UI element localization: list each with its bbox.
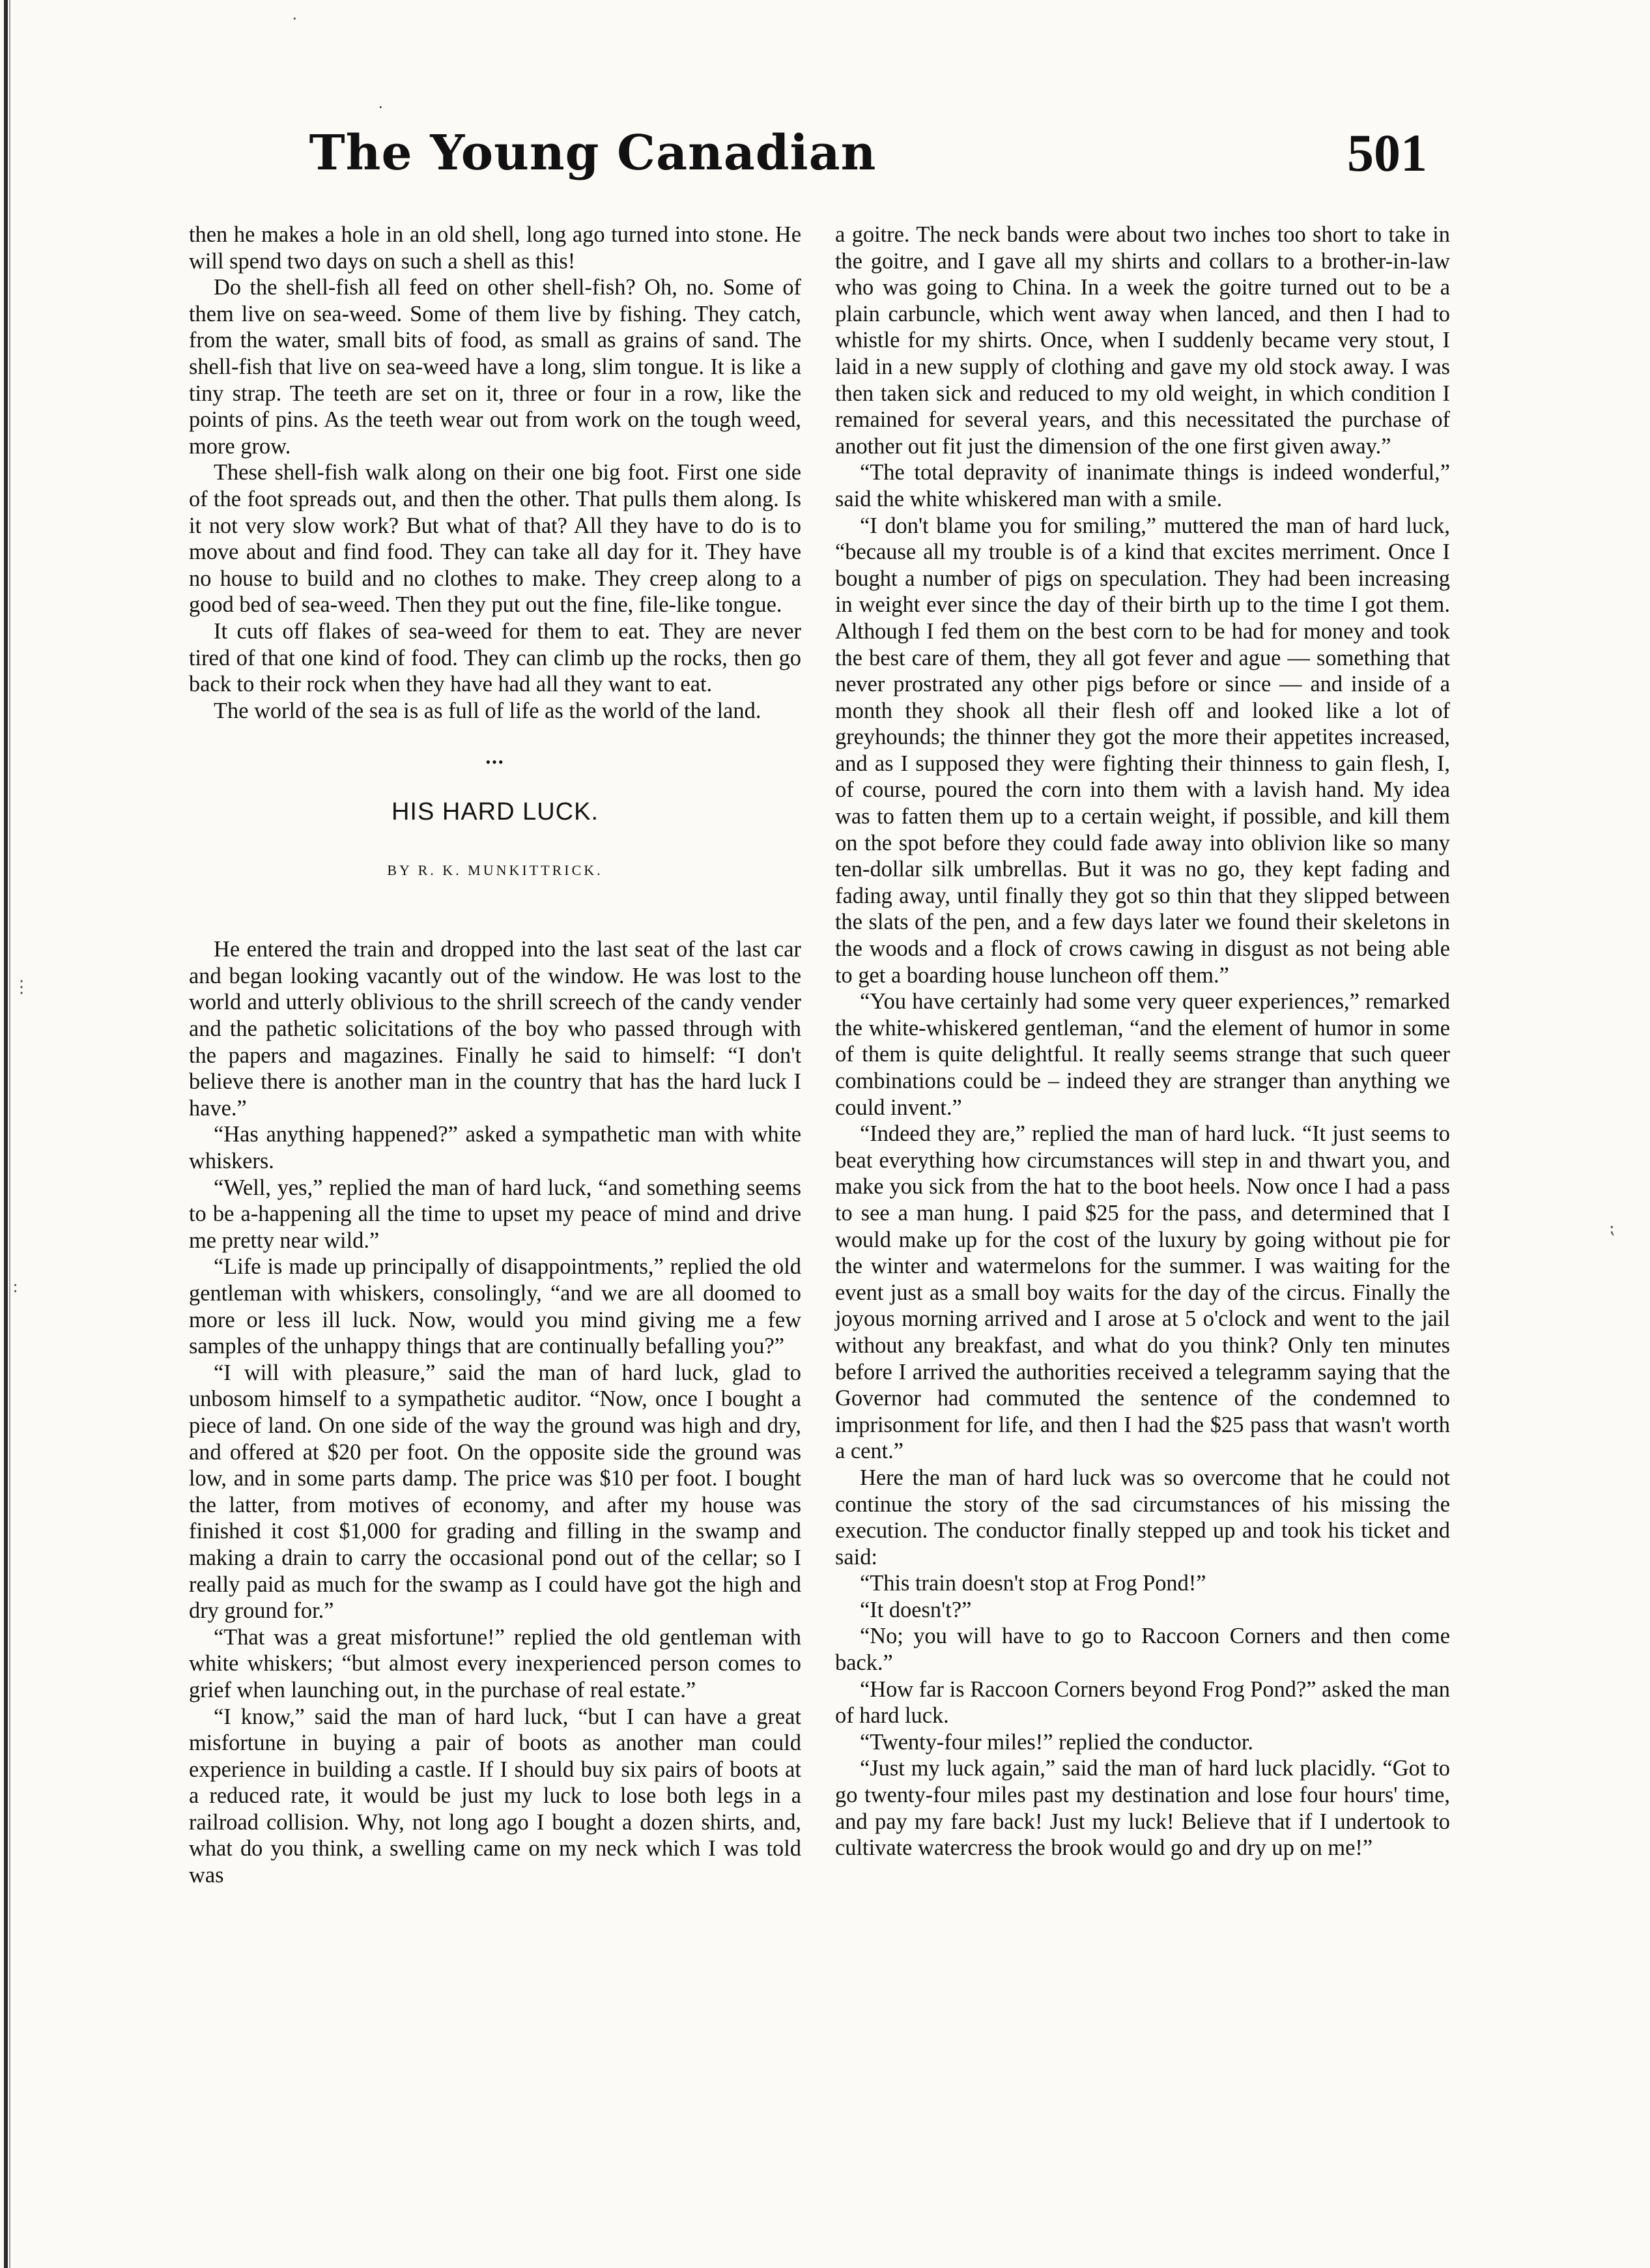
paragraph: The world of the sea is as full of life as the world of the land. [214,698,761,723]
margin-speck: · [292,9,298,28]
paragraph: He entered the train and dropped into the last seat of the last car and began looking vacantly out of the window. He was lost to the world and utterly oblivious to the shrill screech of the candy vender and the pathetic solicitations of the boy who passed through with the papers and magazines. Finally he said to himself: “I don't believe there is another man in the country that has the hard luck I have.” [189,937,801,1121]
paragraph: These shell-fish walk along on their one big foot. First one side of the foot spreads out, and then the other. That pulls them along. Is it not very slow work? But what of that? All they have to do is to move about and find food. They can take all day for it. They have no house to build and no clothes to make. They creep along to a good bed of sea-weed. Then they put out the fine, file-like tongue. [189,460,801,618]
margin-speck: · [378,98,384,117]
paragraph: “This train doesn't stop at Frog Pond!” [860,1571,1206,1596]
page-binding-edge [4,0,8,2268]
paragraph: Do the shell-fish all feed on other shell-fish? Oh, no. Some of them live on sea-weed. Some of them live by fishing. They catch, from the water, small bits of food, as small as grains of sand. The shell-fish that live on sea-weed have a long, slim tongue. It is like a tiny strap. The teeth are set on it, three or four in a row, like the points of pins. As the teeth wear out from work on the tough weed, more grow. [189,275,801,459]
left-column [189,222,801,1889]
paragraph: “Indeed they are,” replied the man of hard luck. “It just seems to beat everything how circumstances will step in and thwart you, and make you sick from the hat to the boot heels. Now once I had a pass to see a man hung. I paid $25 for the pass, and determined that I would make up for the cost of the luxury by going without pie for the winter and watermelons for the summer. I was waiting for the event just as a small boy waits for the day of the circus. Finally the joyous morning arrived and I arose at 5 o'clock and went to the jail without any breakfast, and what do you think? Only ten minutes before I arrived the authorities received a telegramm saying that the Governor had commuted the sentence of the condemned to imprisonment for life, and then I had the $25 pass that wasn't worth a cent.” [835,1121,1450,1464]
margin-speck: ⁏ [1609,1218,1615,1237]
paragraph: “How far is Raccoon Corners beyond Frog Pond?” asked the man of hard luck. [835,1676,1450,1729]
right-column [835,222,1450,1861]
journal-title: The Young Canadian [309,125,877,181]
masthead [0,122,1650,194]
paragraph: a goitre. The neck bands were about two inches too short to take in the goitre, and I gave all my shirts and collars to a brother-in-law who was going to China. In a week the goitre turned out to be a plain carbuncle, which went away when lanced, and then I had to whistle for my shirts. Once, when I suddenly became very stout, I laid in a new supply of clothing and gave my old stock away. I was then taken sick and reduced to my old weight, in which condition I remained for several years, and this necessitated the purchase of another out fit just the dimension of the one first given away.” [835,222,1450,459]
story-byline: BY R. K. MUNKITTRICK. [387,862,603,879]
story-body-left [189,936,801,1888]
paragraph: “Twenty-four miles!” replied the conductor. [860,1729,1253,1755]
page-number: 501 [1347,123,1427,182]
paragraph: “That was a great misfortune!” replied the old gentleman with white whiskers; “but almost every inexperienced person comes to grief when launching out, in the purchase of real estate.” [189,1624,801,1702]
paragraph: “Has anything happened?” asked a sympathetic man with white whiskers. [189,1122,801,1174]
paragraph: “Just my luck again,” said the man of hard luck placidly. “Got to go twenty-four miles past my destination and lose four hours' time, and pay my fare back! Just my luck! Believe that if I undertook to cultivate watercress the brook would go and dry up on me!” [835,1756,1450,1861]
paragraph: “The total depravity of inanimate things is indeed wonderful,” said the white whiskered man with a smile. [835,460,1450,511]
margin-speck: : [13,1277,18,1296]
paragraph: “It doesn't?” [860,1597,972,1622]
story-body-right [835,222,1450,1861]
paragraph: “Well, yes,” replied the man of hard luck, “and something seems to be a-happening all the time to upset my peace of mind and drive me pretty near wild.” [189,1175,801,1253]
paragraph: then he makes a hole in an old shell, long ago turned into stone. He will spend two days on such a shell as this! [189,222,801,274]
paragraph: “You have certainly had some very queer experiences,” remarked the white-whiskered gentleman, “and the element of humor in some of them is quite delightful. It really seems strange that such queer combinations could be – indeed they are stranger than anything we could invent.” [835,989,1450,1120]
page-binding-shadow [9,0,10,2268]
paragraph: “I will with pleasure,” said the man of hard luck, glad to unbosom himself to a sympathetic auditor. “Now, once I bought a piece of land. On one side of the way the ground was high and dry, and offered at $20 per foot. On the opposite side the ground was low, and in some parts damp. The price was $10 per foot. I bought the latter, from motives of economy, and after my house was finished it cost $1,000 for grading and filling in the swamp and making a drain to carry the occasional pond out of the cellar; so I really paid as much for the swamp as I could have got the high and dry ground for.” [189,1360,801,1624]
paragraph: “I know,” said the man of hard luck, “but I can have a great misfortune in buying a pair of boots as another man could experience in building a castle. If I should buy six pairs of boots at a reduced rate, it would be just my luck to lose both legs in a railroad collision. Why, not long ago I bought a dozen shirts, and, what do you think, a swelling came on my neck which I was told was [189,1704,801,1888]
paragraph: “I don't blame you for smiling,” muttered the man of hard luck, “because all my trouble is of a kind that excites merriment. Once I bought a number of pigs on speculation. They had been increasing in weight ever since the day of their birth up to the time I got them. Although I fed them on the best corn to be had for money and took the best care of them, they all got fever and ague — something that never prostrated any other pigs before or since — and inside of a month they shook all their flesh off and looked like a lot of greyhounds; the thinner they got the more their appetites increased, and as I supposed they were fighting their thinness to gain flesh, I, of course, poured the corn into them with a lavish hand. My idea was to fatten them up to a certain weight, if possible, and kill them on the spot before they could fade away into oblivion like so many ten-dollar silk umbrellas. But it was no go, they kept fading and fading away, until finally they got so thin that they slipped between the slats of the pen, and a few days later we found their skeletons in the woods and a flock of crows cawing in disgust as not being able to get a boarding house luncheon off them.” [835,513,1450,988]
paragraph: It cuts off flakes of sea-weed for them to eat. They are never tired of that one kind of food. They can climb up the rocks, then go back to their rock when they have had all they want to eat. [189,618,801,697]
paragraph: “No; you will have to go to Raccoon Corners and then come back.” [835,1624,1450,1676]
shell-fish-article-continuation [189,222,801,724]
section-ornament: ••• [485,754,505,771]
paragraph: Here the man of hard luck was so overcome that he could not continue the story of the sad circumstances of his missing the execution. The conductor finally stepped up and took his ticket and said: [835,1465,1450,1570]
margin-speck: ⋮ [13,977,30,996]
story-title: HIS HARD LUCK. [391,798,599,826]
paragraph: “Life is made up principally of disappointments,” replied the old gentleman with whiskers, consolingly, “and we are all doomed to more or less ill luck. Now, would you mind giving me a few samples of the unhappy things that are continually befalling you?” [189,1254,801,1359]
